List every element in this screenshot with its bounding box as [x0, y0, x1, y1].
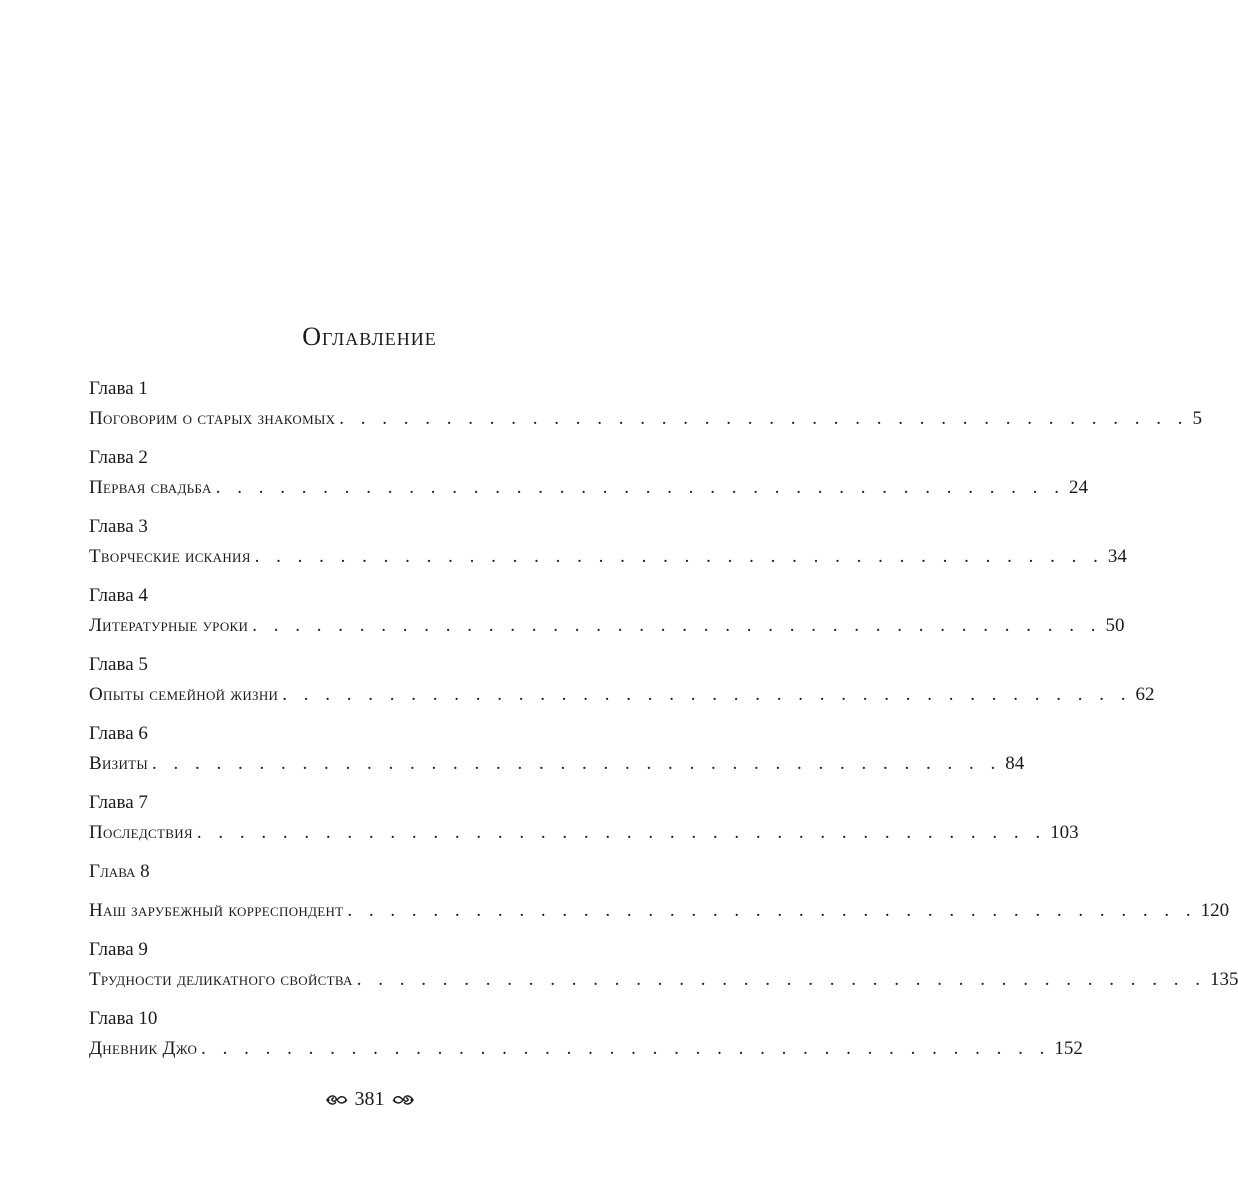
toc-list — [89, 376, 1238, 1075]
chapter-title: Первая свадьба — [89, 477, 212, 498]
dot-leader: . . . . . . . . . . . . . . . . . . . . . . . . . . . . . . . . . . . . . . . . — [201, 1038, 1051, 1059]
dot-leader: . . . . . . . . . . . . . . . . . . . . . . . . . . . . . . . . . . . . . . . . — [356, 969, 1206, 990]
toc-chapter — [89, 937, 1238, 1006]
toc-entry[interactable] — [89, 682, 1155, 708]
dot-leader: . . . . . . . . . . . . . . . . . . . . . . . . . . . . . . . . . . . . . . . . — [347, 900, 1197, 921]
chapter-label: Глава 5 — [89, 654, 148, 675]
page-number-footer: 381 — [354, 1088, 385, 1110]
toc-entry[interactable] — [89, 406, 1203, 432]
toc-entry[interactable] — [89, 898, 1230, 924]
page-folio — [0, 1088, 739, 1111]
page-number: 135 — [1209, 969, 1238, 990]
chapter-title: Литературные уроки — [89, 615, 249, 636]
page-number: 120 — [1200, 900, 1230, 921]
chapter-label: Глава 2 — [89, 447, 148, 468]
dot-leader: . . . . . . . . . . . . . . . . . . . . . . . . . . . . . . . . . . . . . . . . — [196, 822, 1047, 843]
toc-entry[interactable] — [89, 967, 1238, 993]
chapter-label: Глава 4 — [89, 585, 148, 606]
toc-chapter — [89, 376, 1203, 445]
page-number: 84 — [1005, 753, 1025, 774]
chapter-label: Глава 1 — [89, 378, 148, 399]
chapter-label: Глава 9 — [89, 939, 148, 960]
toc-chapter — [89, 859, 1230, 937]
toc-chapter — [89, 790, 1079, 859]
chapter-title: Поговорим о старых знакомых — [89, 408, 336, 429]
ornament-left-icon — [325, 1092, 349, 1108]
toc-chapter — [89, 583, 1125, 652]
page-number: 34 — [1107, 546, 1127, 567]
chapter-title: Опыты семейной жизни — [89, 684, 279, 705]
toc-chapter — [89, 445, 1088, 514]
chapter-label: Глава 10 — [89, 1008, 158, 1029]
toc-entry[interactable] — [89, 475, 1088, 501]
dot-leader: . . . . . . . . . . . . . . . . . . . . . . . . . . . . . . . . . . . . . . . . — [339, 408, 1189, 429]
chapter-label: Глава 6 — [89, 723, 148, 744]
page-title: Оглавление — [302, 322, 437, 351]
chapter-title: Дневник Джо — [89, 1038, 198, 1059]
chapter-title: Трудности деликатного свойства — [89, 969, 353, 990]
chapter-label: Глава 3 — [89, 516, 148, 537]
chapter-title: Творческие искания — [89, 546, 251, 567]
chapter-label: Глава 8 — [89, 861, 150, 882]
toc-entry[interactable] — [89, 613, 1125, 639]
ornament-right-icon — [391, 1092, 415, 1108]
toc-entry[interactable] — [89, 820, 1079, 846]
dot-leader: . . . . . . . . . . . . . . . . . . . . . . . . . . . . . . . . . . . . . . . . — [254, 546, 1104, 567]
toc-chapter — [89, 1006, 1083, 1075]
dot-leader: . . . . . . . . . . . . . . . . . . . . . . . . . . . . . . . . . . . . . . . . — [215, 477, 1065, 498]
page-number: 5 — [1192, 408, 1203, 429]
page-number: 24 — [1068, 477, 1088, 498]
page-number: 103 — [1050, 822, 1079, 843]
chapter-label: Глава 7 — [89, 792, 148, 813]
toc-chapter — [89, 514, 1127, 583]
page-number: 62 — [1135, 684, 1155, 705]
toc-entry[interactable] — [89, 1036, 1083, 1062]
chapter-title: Визиты — [89, 753, 149, 774]
chapter-title: Последствия — [89, 822, 193, 843]
page-number: 50 — [1105, 615, 1125, 636]
toc-entry[interactable] — [89, 751, 1025, 777]
toc-entry[interactable] — [89, 544, 1127, 570]
dot-leader: . . . . . . . . . . . . . . . . . . . . . . . . . . . . . . . . . . . . . . . . — [282, 684, 1132, 705]
toc-chapter — [89, 652, 1155, 721]
dot-leader: . . . . . . . . . . . . . . . . . . . . . . . . . . . . . . . . . . . . . . . . — [152, 753, 1002, 774]
dot-leader: . . . . . . . . . . . . . . . . . . . . . . . . . . . . . . . . . . . . . . . . — [252, 615, 1102, 636]
page-number: 152 — [1054, 1038, 1083, 1059]
chapter-title: Наш зарубежный корреспондент — [89, 900, 344, 921]
toc-chapter — [89, 721, 1025, 790]
